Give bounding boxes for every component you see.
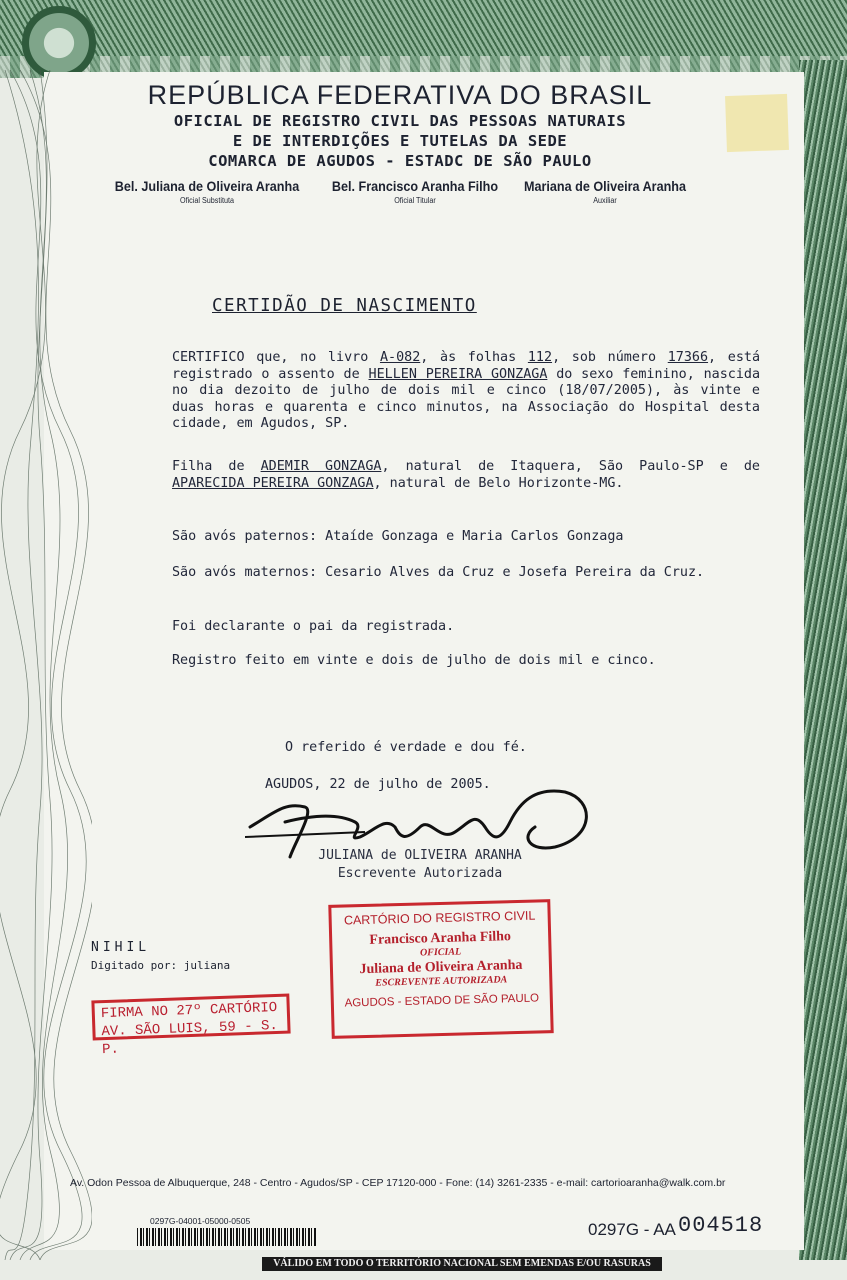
national-seal-icon — [22, 6, 96, 80]
verdade-line: O referido é verdade e dou fé. — [285, 740, 527, 755]
official-role: Oficial Substituta — [179, 196, 235, 205]
registry-heading-line2: E DE INTERDIÇÕES E TUTELAS DA SEDE — [232, 132, 568, 150]
serial-prefix: 0297G - AA — [588, 1220, 676, 1239]
registrant-name: HELLEN PEREIRA GONZAGA — [368, 366, 548, 382]
cartorio-stamp — [328, 899, 553, 1039]
official-auxiliar — [515, 178, 695, 205]
stamp-role2: ESCREVENTE AUTORIZADA — [375, 974, 508, 989]
text-line: Registro feito em vinte e dois de julho de dois mil e cinco. — [172, 653, 656, 668]
paragraph-filiation — [92, 459, 760, 492]
official-name: Bel. Juliana de Oliveira Aranha — [114, 178, 300, 194]
official-role: Auxiliar — [593, 196, 617, 205]
barcode — [137, 1228, 317, 1246]
official-role: Oficial Titular — [394, 196, 436, 205]
text-line: São avós paternos: Ataíde Gonzaga e Maria Carlos Gonzaga — [172, 529, 624, 544]
registry-heading-line3: COMARCA DE AGUDOS - ESTADC DE SÃO PAULO — [208, 152, 592, 170]
stamp-place: AGUDOS - ESTADO DE SÃO PAULO — [344, 992, 540, 1010]
paragraph-registration — [92, 653, 760, 670]
serial-number: 004518 — [678, 1213, 764, 1238]
numero-value: 17366 — [667, 350, 709, 365]
stamp-title: CARTÓRIO DO REGISTRO CIVIL — [343, 908, 536, 928]
left-guilloche-pattern — [0, 70, 92, 1260]
text-span: , às folhas — [420, 350, 517, 365]
official-substitute — [104, 178, 311, 205]
country-heading: REPÚBLICA FEDERATIVA DO BRASIL — [147, 80, 653, 110]
stamp-name1: Francisco Aranha Filho — [369, 929, 512, 948]
firma-stamp — [91, 994, 290, 1059]
official-titular — [321, 178, 510, 205]
mother-name: APARECIDA PEREIRA GONZAGA — [172, 475, 374, 491]
text-span: ), às vinte e duas horas e quarenta e cinco minutos, na Associação do Hospital desta cidade, em Agudos, SP. — [172, 383, 760, 432]
livro-value: A-082 — [379, 350, 421, 365]
right-guilloche-border — [799, 60, 847, 1260]
stamp-name2: Juliana de Oliveira Aranha — [359, 957, 523, 978]
text-span: , sob número — [552, 350, 657, 365]
firma-line1: FIRMA NO 27º CARTÓRIO — [100, 999, 278, 1023]
official-name: Bel. Francisco Aranha Filho — [331, 178, 499, 194]
typed-by: Digitado por: juliana — [91, 959, 231, 972]
text-line: São avós maternos: Cesario Alves da Cruz e Josefa Pereira da Cruz. — [172, 565, 705, 580]
stamp-role1: OFICIAL — [419, 946, 462, 959]
text-span: , natural de Belo Horizonte-MG. — [373, 475, 624, 491]
folhas-value: 112 — [527, 350, 553, 365]
paragraph-paternal-grandparents — [92, 529, 760, 546]
text-span: CERTIFICO que, no livro — [172, 350, 369, 365]
paragraph-maternal-grandparents — [92, 565, 760, 582]
certificate-title: CERTIDÃO DE NASCIMENTO — [212, 296, 477, 316]
nihil-mark: NIHIL — [91, 940, 151, 955]
text-span: , natural de Itaquera, São Paulo-SP e de — [381, 459, 760, 474]
registry-heading-line1: OFICIAL DE REGISTRO CIVIL DAS PESSOAS NATURAIS — [173, 112, 627, 130]
father-name: ADEMIR GONZAGA — [260, 459, 382, 474]
paragraph-declarant — [92, 619, 760, 636]
signer-role: Escrevente Autorizada — [337, 866, 503, 881]
text-span: Filha de — [172, 459, 245, 474]
date-place-line: AGUDOS, 22 de julho de 2005. — [265, 777, 491, 792]
firma-line2: AV. SÃO LUIS, 59 - S. P. — [101, 1017, 279, 1059]
signer-name: JULIANA de OLIVEIRA ARANHA — [318, 848, 522, 863]
official-name: Mariana de Oliveira Aranha — [524, 178, 686, 194]
text-span: do sexo feminino, nascida no dia dezoito de julho de dois mil e cinco ( — [172, 366, 761, 399]
validity-strip: VÁLIDO EM TODO O TERRITÓRIO NACIONAL SEM EMENDAS E/OU RASURAS — [262, 1257, 662, 1271]
paragraph-certifico — [92, 350, 760, 433]
birth-date: 18/07/2005 — [565, 383, 646, 399]
text-line: Foi declarante o pai da registrada. — [172, 619, 455, 634]
footer-address: Av. Odon Pessoa de Albuquerque, 248 - Centro - Agudos/SP - CEP 17120-000 - Fone: (14) 3261-2335 - e-mail: cartorioaranha@walk.com.br — [70, 1177, 726, 1189]
top-guilloche-border — [0, 0, 847, 78]
barcode-number: 0297G-04001-05000-0505 — [150, 1216, 251, 1226]
text-span: , está registrado o assento de — [172, 350, 761, 382]
